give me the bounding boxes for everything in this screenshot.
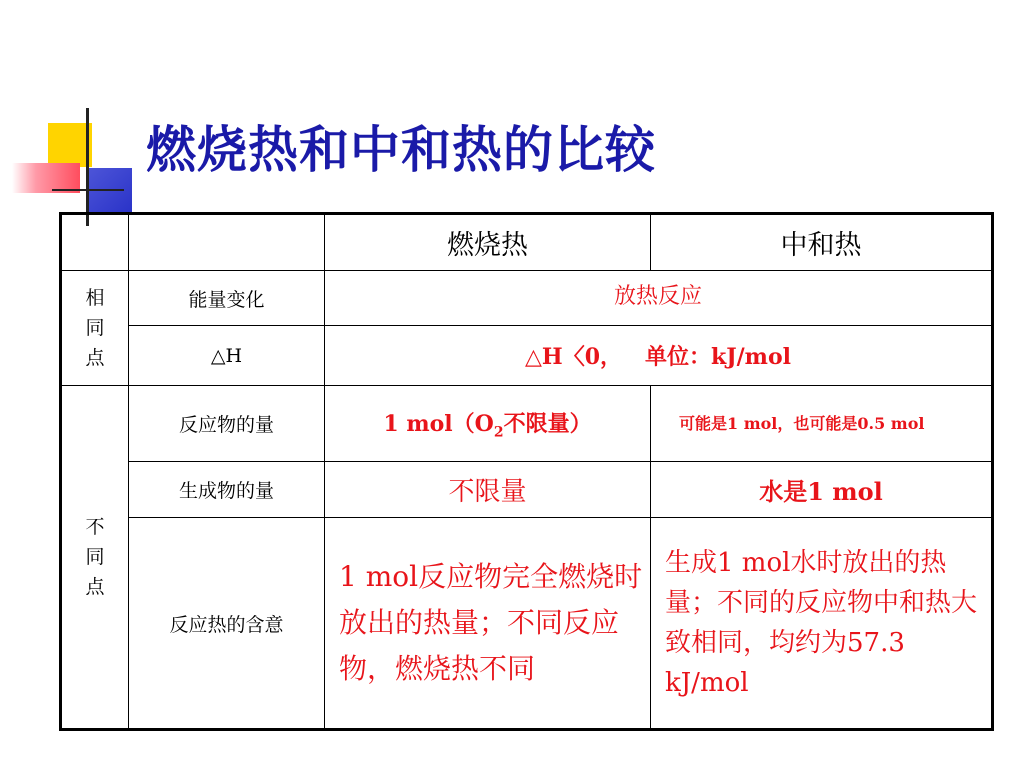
header-neutralization-heat: 中和热	[651, 214, 993, 271]
vertical-line-decoration	[86, 108, 89, 226]
table-row	[61, 462, 993, 518]
table-header-row	[61, 214, 993, 271]
reactant-neutralization-value: 可能是1 mol，也可能是0.5 mol	[651, 386, 993, 462]
group-same-label: 相同点	[61, 271, 129, 386]
product-combustion-value: 不限量	[325, 462, 651, 518]
energy-value: 放热反应	[325, 271, 993, 326]
row-label-meaning: 反应热的含意	[129, 518, 325, 730]
reactant-combustion-value: 1 $mol(O_2$不限量）	[325, 386, 651, 462]
horizontal-line-decoration	[52, 189, 124, 191]
group-diff-label: 不同点	[61, 386, 129, 730]
table-row	[61, 326, 993, 386]
page-title: 燃烧热和中和热的比较	[146, 121, 656, 179]
header-cell-empty	[61, 214, 129, 271]
row-label-dh: △H	[129, 326, 325, 386]
header-cell-empty	[129, 214, 325, 271]
meaning-neutralization-value: 生成1 mol水时放出的热量；不同的反应物中和热大致相同，均约为57.3 kJ/mol	[651, 518, 993, 730]
comparison-table	[59, 212, 994, 731]
row-label-product: 生成物的量	[129, 462, 325, 518]
dh-value: △H〈0， 单位：kJ/mol	[325, 326, 993, 386]
meaning-combustion-value: 1 mol反应物完全燃烧时放出的热量；不同反应物，燃烧热不同	[325, 518, 651, 730]
row-label-reactant: 反应物的量	[129, 386, 325, 462]
table-row	[61, 386, 993, 462]
product-neutralization-value: 水是1 mol	[651, 462, 993, 518]
table-row	[61, 271, 993, 326]
table-row	[61, 518, 993, 730]
row-label-energy: 能量变化	[129, 271, 325, 326]
header-combustion-heat: 燃烧热	[325, 214, 651, 271]
